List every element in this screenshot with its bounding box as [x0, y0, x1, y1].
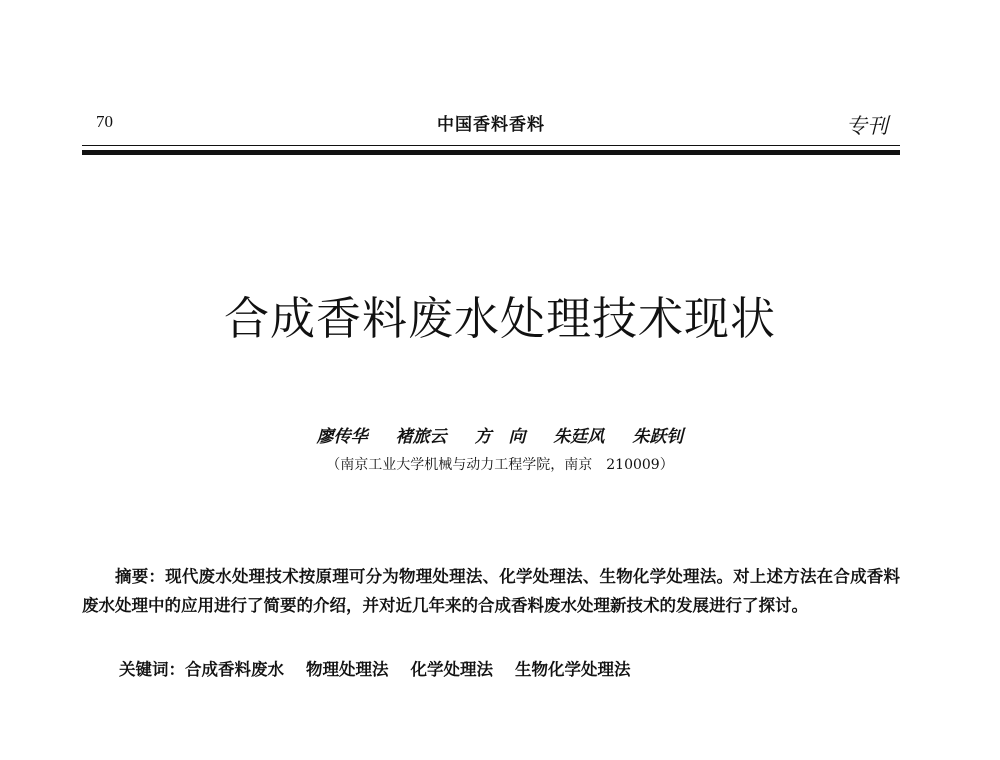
abstract-text: 现代废水处理技术按原理可分为物理处理法、化学处理法、生物化学处理法。对上述方法在合成香料废水处理中的应用进行了简要的介绍，并对近几年来的合成香料废水处理新技术的发展进行了探讨。 — [82, 567, 901, 615]
keywords — [119, 656, 653, 680]
author-name: 方 向 — [474, 427, 526, 447]
author-name: 朱廷风 — [553, 427, 605, 447]
keyword: 化学处理法 — [410, 660, 493, 679]
header-rule-thick — [82, 150, 900, 155]
author-name: 褚旅云 — [395, 427, 447, 447]
article-title: 合成香料废水处理技术现状 — [223, 292, 776, 345]
author-list — [0, 422, 1000, 447]
header-rule-thin — [82, 145, 900, 146]
page-number: 70 — [96, 112, 113, 131]
keywords-label: 关键词： — [119, 660, 185, 679]
abstract — [82, 562, 900, 620]
author-name: 朱跃钊 — [632, 427, 684, 447]
author-name: 廖传华 — [316, 427, 368, 447]
issue-type: 专刊 — [846, 114, 888, 138]
keyword: 物理处理法 — [306, 660, 389, 679]
affiliation: （南京工业大学机械与动力工程学院，南京 210009） — [326, 457, 674, 473]
abstract-label: 摘要： — [115, 567, 166, 586]
keyword: 合成香料废水 — [185, 660, 284, 679]
keyword: 生物化学处理法 — [515, 660, 631, 679]
journal-name: 中国香料香料 — [437, 115, 545, 135]
running-header — [0, 0, 1000, 160]
